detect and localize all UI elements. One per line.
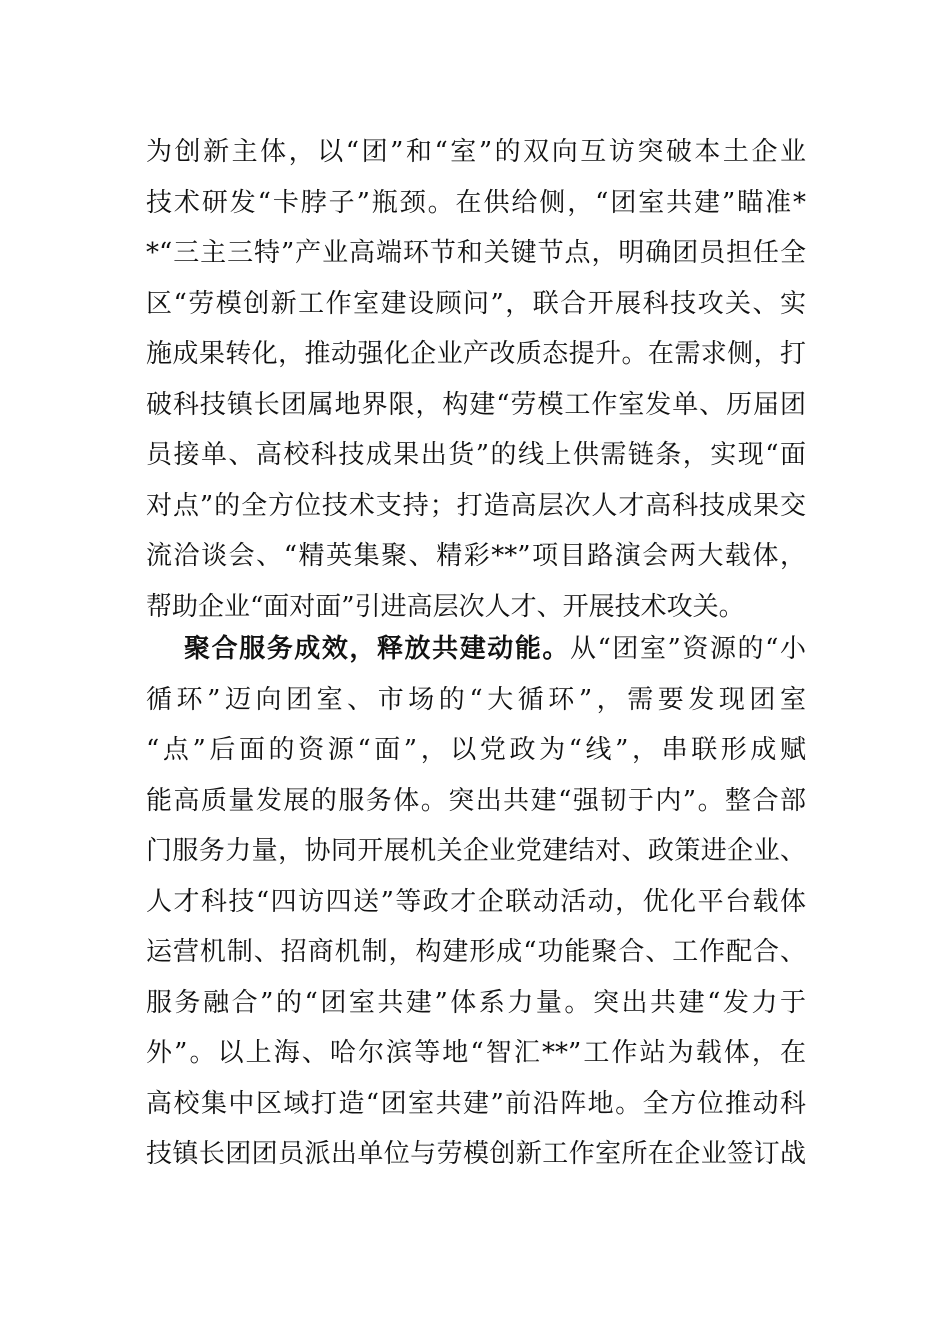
paragraph-1-line: 员接单、高校科技成果出货”的线上供需链条，实现“面 (146, 440, 806, 470)
paragraph-2-line: 人才科技“四访四送”等政才企联动活动，优化平台载体 (146, 887, 806, 917)
paragraph-1-line: 为创新主体，以“团”和“室”的双向互访突破本土企业 (146, 137, 806, 167)
paragraph-1-line: 帮助企业“面对面”引进高层次人才、开展技术攻关。 (146, 592, 745, 622)
paragraph-2-line: 门服务力量，协同开展机关企业党建结对、政策进企业、 (146, 836, 806, 866)
paragraph-2-first-line-text: 从“团室”资源的“小 (569, 634, 806, 664)
paragraph-2-line: 技镇长团团员派出单位与劳模创新工作室所在企业签订战 (146, 1139, 806, 1169)
paragraph-2-line: 运营机制、招商机制，构建形成“功能聚合、工作配合、 (146, 937, 806, 967)
paragraph-1-line: 对点”的全方位技术支持；打造高层次人才高科技成果交 (146, 491, 806, 521)
paragraph-2-first-line (184, 629, 806, 669)
paragraph-2-heading: 聚合服务成效，释放共建动能。 (184, 634, 570, 664)
paragraph-2-line: 循环”迈向团室、市场的“大循环”，需要发现团室 (146, 685, 806, 715)
paragraph-1-line: 流洽谈会、“精英集聚、精彩**”项目路演会两大载体， (146, 541, 806, 571)
paragraph-2-line: 服务融合”的“团室共建”体系力量。突出共建“发力于 (146, 988, 806, 1018)
paragraph-1-line: 破科技镇长团属地界限，构建“劳模工作室发单、历届团 (146, 390, 806, 420)
paragraph-1-line: 技术研发“卡脖子”瓶颈。在供给侧，“团室共建”瞄准* (146, 188, 806, 218)
paragraph-2-line: 能高质量发展的服务体。突出共建“强韧于内”。整合部 (146, 786, 806, 816)
paragraph-2-line: 高校集中区域打造“团室共建”前沿阵地。全方位推动科 (146, 1089, 806, 1119)
paragraph-1-line: *“三主三特”产业高端环节和关键节点，明确团员担任全 (146, 238, 806, 268)
paragraph-2-line: 外”。以上海、哈尔滨等地“智汇**”工作站为载体，在 (146, 1038, 806, 1068)
paragraph-1-line: 施成果转化，推动强化企业产改质态提升。在需求侧，打 (146, 339, 806, 369)
paragraph-1-line: 区“劳模创新工作室建设顾问”，联合开展科技攻关、实 (146, 289, 806, 319)
paragraph-2-line: “点”后面的资源“面”，以党政为“线”，串联形成赋 (146, 735, 806, 765)
